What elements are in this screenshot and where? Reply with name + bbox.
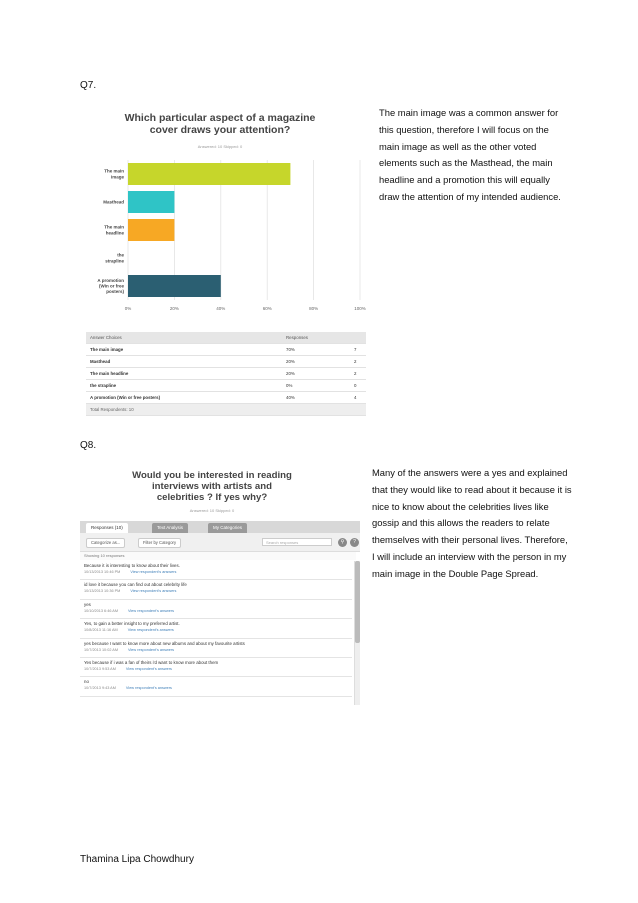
category-label: Masthead	[103, 199, 124, 205]
response-text: Yes because if i was a fan of theirs i'd want to know more about them	[84, 659, 219, 665]
response-text: Because it is interesting to know about their lives.	[84, 563, 180, 568]
x-tick-label: 100%	[354, 306, 366, 311]
response-date: 10/13/2013 10:36 PM	[84, 589, 121, 594]
response-text: id love it because you can find out about celebrity life	[84, 582, 187, 588]
count-cell: 2	[350, 356, 366, 368]
q8-question-title: Would you be interested in reading interviews with artists and celebrities ? If yes why?	[132, 470, 292, 503]
response-list	[80, 561, 352, 697]
count-cell: 0	[350, 380, 366, 392]
list-item	[80, 619, 352, 638]
table-row	[86, 344, 366, 356]
response-text: yes because I want to know more about new albums and about my favourite artists	[84, 640, 245, 646]
percent-cell: 20%	[282, 368, 350, 380]
x-tick-label: 60%	[262, 306, 272, 311]
categorize-dropdown[interactable]: Categorize as...	[86, 538, 125, 548]
list-item	[80, 580, 352, 599]
category-label: A promotion (Win or free posters)	[97, 277, 124, 295]
q8-responses-panel	[80, 521, 360, 705]
percent-cell: 0%	[282, 380, 350, 392]
table-total-row	[86, 404, 366, 416]
view-answers-link[interactable]: View respondent's answers	[128, 647, 175, 652]
tab-bar	[80, 521, 360, 533]
category-label: The main image	[104, 168, 124, 180]
chart-plot	[80, 154, 368, 320]
table-row	[86, 380, 366, 392]
help-icon[interactable]: ?	[350, 538, 359, 547]
response-date: 10/8/2013 11:16 AM	[84, 628, 118, 633]
category-label: the strapline	[105, 252, 124, 264]
x-tick-label: 80%	[309, 306, 319, 311]
count-cell: 7	[350, 344, 366, 356]
percent-cell: 20%	[282, 356, 350, 368]
answer-choice-cell: the strapline	[86, 380, 282, 392]
q8-label: Q8.	[80, 440, 97, 451]
count-cell: 2	[350, 368, 366, 380]
response-text: Yes, to gain a better insight to my preferred artist.	[84, 621, 180, 627]
list-item	[80, 658, 352, 677]
search-icon[interactable]: ⚲	[338, 538, 347, 547]
view-answers-link[interactable]: View respondent's answers	[125, 666, 172, 671]
table-row	[86, 356, 366, 368]
answer-choice-cell: Masthead	[86, 356, 282, 368]
bar	[128, 219, 174, 241]
percent-cell: 70%	[282, 344, 350, 356]
view-answers-link[interactable]: View respondent's answers	[128, 608, 175, 613]
col-responses: Responses	[282, 332, 350, 344]
q7-label: Q7.	[80, 80, 97, 91]
count-cell: 4	[350, 392, 366, 404]
response-date: 10/10/2013 6:46 AM	[84, 608, 118, 613]
table-header-row	[86, 332, 366, 344]
view-answers-link[interactable]: View respondent's answers	[125, 686, 172, 691]
response-date: 10/7/2013 9:53 AM	[84, 666, 116, 671]
response-date: 10/7/2013 9:43 AM	[84, 686, 116, 691]
q7-paragraph: The main image was a common answer for this question, therefore I will focus on the main image as well as the other voted elements such as the Masthead, the main headline and a promotion this will equally draw the attention of my intended audience.	[379, 107, 561, 202]
response-text: yes	[84, 601, 91, 607]
response-text: no	[84, 679, 89, 685]
chart-meta: Answered: 10 Skipped: 0	[197, 144, 243, 149]
filter-category-dropdown[interactable]: Filter by Category	[138, 538, 181, 548]
q7-bar-chart	[80, 104, 368, 320]
response-date: 10/13/2013 10:46 PM	[84, 570, 121, 574]
bar	[128, 163, 290, 185]
table-row	[86, 392, 366, 404]
q7-results-table	[86, 332, 366, 416]
q8-paragraph: Many of the answers were a yes and explained that they would like to read about it because it is nice to know about the celebrities lives like gossip and this allows the readers to relate themselves with their personal lives. Therefore, I will include an interview with the person in my main image in the Double Page Spread.	[372, 467, 572, 579]
percent-cell: 40%	[282, 392, 350, 404]
total-respondents: Total Respondents: 10	[86, 404, 366, 416]
bar	[128, 191, 174, 213]
tab-text-analysis[interactable]: Text Analysis	[152, 523, 188, 533]
answer-choice-cell: A promotion (Win or free posters)	[86, 392, 282, 404]
author-footer: Thamina Lipa Chowdhury	[80, 854, 194, 865]
responses-toolbar	[80, 533, 360, 552]
col-count	[350, 332, 366, 344]
view-answers-link[interactable]: View respondent's answers	[127, 628, 174, 633]
list-item	[80, 677, 352, 696]
response-scrollbar[interactable]	[354, 561, 360, 705]
x-tick-label: 0%	[124, 306, 132, 311]
x-tick-label: 40%	[216, 306, 226, 311]
view-answers-link[interactable]: View respondent's answers	[130, 570, 177, 574]
category-label: The main headline	[104, 224, 124, 236]
q8-meta: Answered: 10 Skipped: 0	[189, 508, 235, 513]
response-date: 10/7/2013 10:02 AM	[84, 647, 118, 652]
list-item	[80, 639, 352, 658]
list-item	[80, 600, 352, 619]
showing-count: Showing 10 responses	[80, 552, 356, 560]
view-answers-link[interactable]: View respondent's answers	[130, 589, 177, 594]
list-item	[80, 561, 352, 580]
bar	[128, 275, 221, 297]
search-responses-input[interactable]: Search responses	[262, 538, 332, 546]
answer-choice-cell: The main headline	[86, 368, 282, 380]
answer-choice-cell: The main image	[86, 344, 282, 356]
chart-title: Which particular aspect of a magazine cover draws your attention?	[124, 112, 316, 136]
table-row	[86, 368, 366, 380]
col-answer-choices: Answer Choices	[86, 332, 282, 344]
tab-responses[interactable]: Responses (10)	[86, 523, 128, 533]
tab-my-categories[interactable]: My Categories	[208, 523, 247, 533]
scrollbar-thumb[interactable]	[355, 561, 360, 643]
x-tick-label: 20%	[169, 306, 179, 311]
